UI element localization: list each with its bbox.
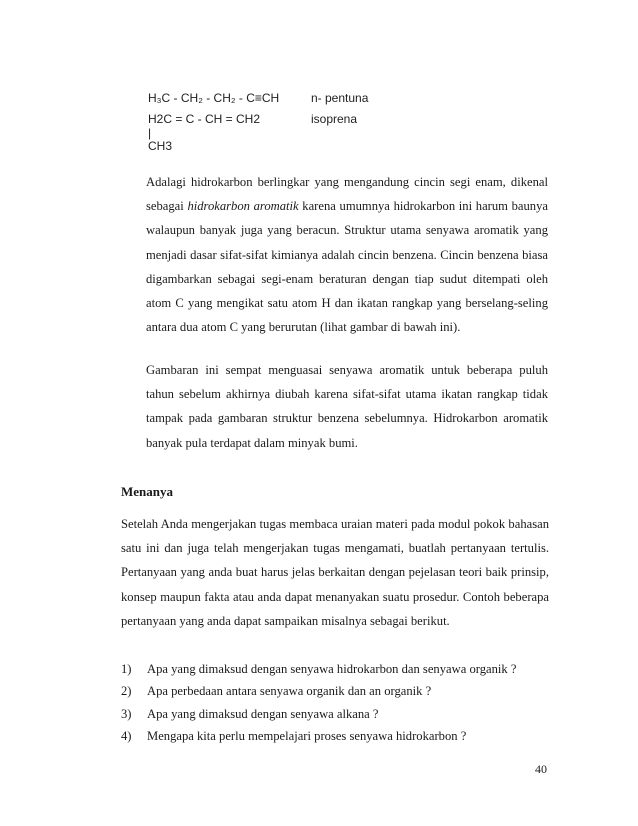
list-text: Apa perbedaan antara senyawa organik dan an organik ?: [147, 684, 432, 699]
paragraph-text: karena umumnya hidrokarbon ini harum baunya walaupun banyak juga yang beracun. Struktur utama senyawa aromatik yang menjadi dasar sifat-sifat kimianya adalah cincin benzena. Cincin benzena biasa digambarkan sebagai segi-enam beraturan dengan tiap sudut ditempati oleh atom C yang mengikat satu atom H dan ikatan rangkap yang berselang-seling antara dua atom C yang berurutan (lihat gambar di bawah ini).: [146, 199, 548, 335]
formula-pentuna: [148, 91, 528, 106]
list-number: 3): [121, 706, 132, 721]
list-item: [121, 658, 516, 680]
paragraph-instructions: Setelah Anda mengerjakan tugas membaca uraian materi pada modul pokok bahasan satu ini dan juga telah mengerjakan tugas mengamati, buatlah pertanyaan tertulis. Pertanyaan yang anda buat harus jelas berkaitan dengan pejelasan teori baik prinsip, konsep maupun fakta atau anda dapat menanyakan suatu prosedur. Contoh beberapa pertanyaan yang anda dapat sampaikan misalnya sebagai berikut.: [121, 517, 549, 628]
formula-line: H2C = C - CH = CH2: [148, 112, 261, 126]
page-number: 40: [535, 762, 547, 776]
paragraph-benzene-history: Gambaran ini sempat menguasai senyawa aromatik untuk beberapa puluh tahun sebelum akhirnya diubah karena sifat-sifat utama ikatan rangkap tidak tampak pada gambaran struktur benzena sebelumnya. Hidrokarbon aromatik banyak pula terdapat dalam minyak bumi.: [146, 363, 548, 450]
compound-name: isoprena: [311, 112, 358, 126]
list-item: [121, 680, 516, 702]
paragraph-aromatic: [146, 170, 548, 339]
formula-isoprena: [148, 112, 528, 154]
emphasis-term: hidrokarbon aromatik: [187, 199, 299, 214]
list-number: 1): [121, 662, 132, 676]
formula-branch-bond: |: [148, 126, 152, 140]
list-text: Mengapa kita perlu mempelajari proses senyawa hidrokarbon ?: [147, 728, 467, 743]
section-heading: Menanya: [121, 484, 173, 499]
list-text: Apa yang dimaksud dengan senyawa hidrokarbon dan senyawa organik ?: [147, 662, 517, 676]
compound-name: n- pentuna: [311, 91, 369, 105]
list-item: [121, 703, 516, 725]
question-list: [121, 658, 516, 747]
list-number: 2): [121, 684, 132, 699]
paragraph-text: Adalagi hidrokarbon berlingkar yang mengandung cincin segi enam, dikenal sebagai: [146, 175, 548, 214]
list-item: [121, 725, 516, 747]
list-number: 4): [121, 728, 132, 743]
formula-line: CH3: [148, 139, 173, 153]
list-text: Apa yang dimaksud dengan senyawa alkana ?: [147, 706, 379, 721]
formula-structure: H₃C - CH₂ - CH₂ - C≡CH: [148, 91, 280, 105]
